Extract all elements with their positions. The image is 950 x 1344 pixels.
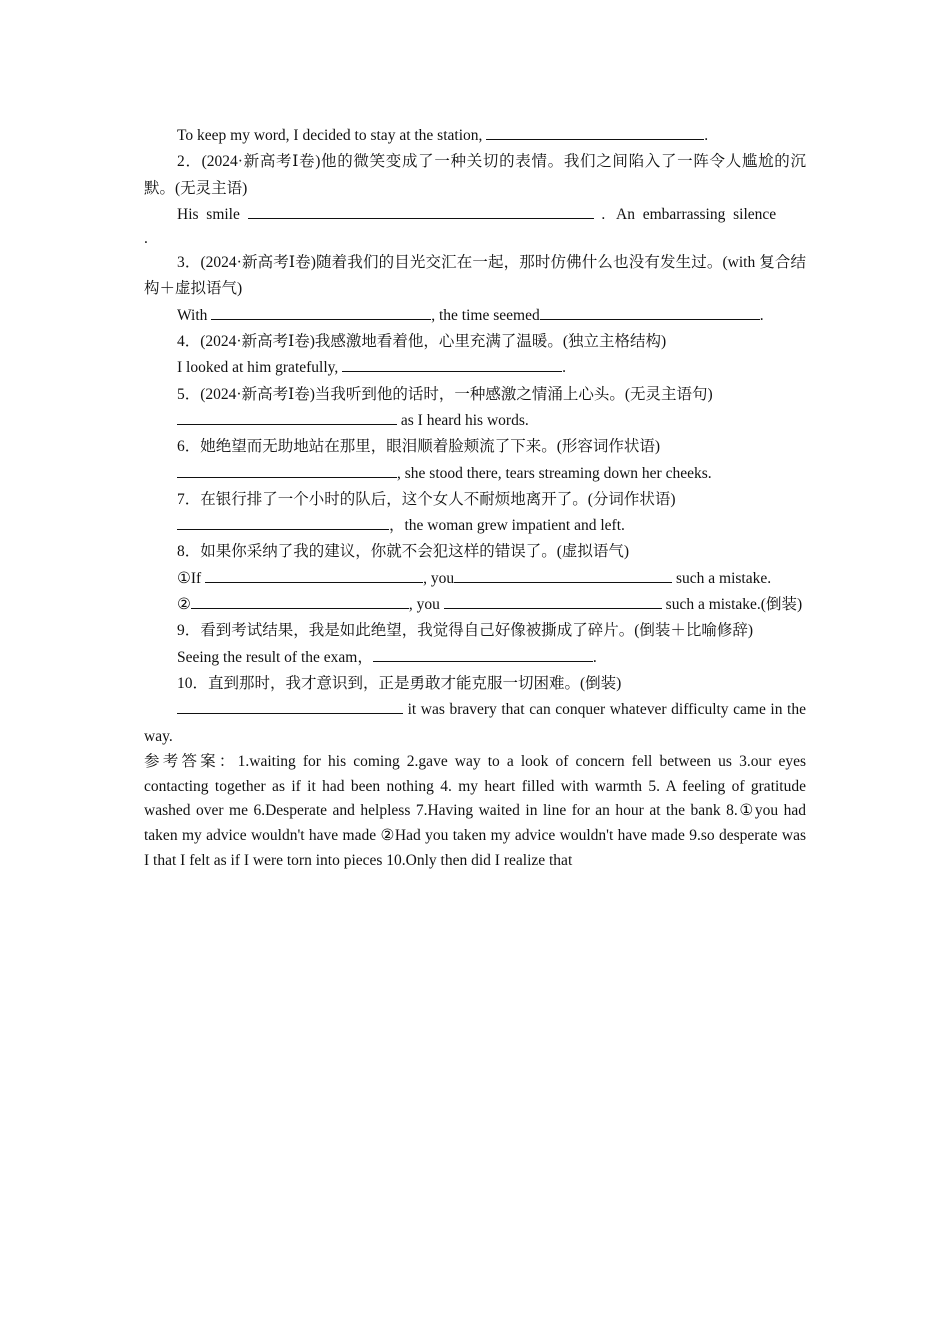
question-3: 3．(2024·新高考Ⅰ卷)随着我们的目光交汇在一起，那时仿佛什么也没有发生过。(with 复合结构＋虚拟语气): [144, 254, 806, 298]
q8-answer-line-2: [144, 592, 806, 618]
line-text: .: [562, 359, 567, 377]
answer-blank[interactable]: [486, 123, 704, 140]
line-text: . An embarrassing silence: [593, 205, 777, 223]
line-text: such a mistake.: [672, 569, 772, 587]
answer-blank[interactable]: [342, 355, 562, 372]
answer-blank[interactable]: [191, 592, 409, 609]
line-text: , you: [423, 569, 455, 587]
question-2: 2．(2024·新高考Ⅰ卷)他的微笑变成了一种关切的表情。我们之间陷入了一阵令人尴尬的沉默。(无灵主语): [144, 153, 806, 197]
q10-answer-line: [144, 697, 806, 750]
q2-answer-line: [144, 202, 806, 228]
answer-blank[interactable]: [177, 408, 397, 425]
answer-blank[interactable]: [373, 645, 593, 662]
line-text: , you: [408, 596, 444, 614]
answer-blank[interactable]: [444, 592, 662, 609]
question-10: 10．直到那时，我才意识到，正是勇敢才能克服一切困难。(倒装): [177, 674, 622, 692]
line-text: it was bravery that can conquer whatever difficulty came in the way.: [144, 701, 806, 745]
q9-answer-line: [144, 645, 806, 671]
line-text: , she stood there, tears streaming down her cheeks.: [397, 464, 712, 482]
question-5: 5．(2024·新高考Ⅰ卷)当我听到他的话时，一种感激之情涌上心头。(无灵主语句): [177, 385, 713, 403]
question-6: 6．她绝望而无助地站在那里，眼泪顺着脸颊流了下来。(形容词作状语): [177, 438, 661, 456]
line-text: .: [759, 306, 764, 324]
question-9: 9．看到考试结果，我是如此绝望，我觉得自己好像被撕成了碎片。(倒装＋比喻修辞): [177, 622, 754, 640]
line-text: To keep my word, I decided to stay at the station,: [177, 127, 487, 144]
answer-blank[interactable]: [177, 461, 397, 478]
line-text: Seeing the result of the exam，: [177, 648, 373, 666]
q7-answer-line: [144, 513, 806, 539]
line-text: such a mistake.(倒装): [661, 596, 803, 614]
q2-answer-end: .: [144, 230, 148, 248]
answer-blank[interactable]: [211, 303, 431, 320]
answer-blank[interactable]: [177, 697, 403, 714]
line-text: as I heard his words.: [397, 411, 529, 429]
q3-answer-line: [144, 303, 806, 329]
question-7: 7．在银行排了一个小时的队后，这个女人不耐烦地离开了。(分词作状语): [177, 490, 676, 508]
line-text: .: [592, 648, 597, 666]
line-text: With: [177, 306, 212, 324]
line-text: His smile: [177, 205, 248, 223]
answer-blank[interactable]: [177, 513, 389, 530]
q5-answer-line: [144, 408, 806, 434]
line-text: , the time seemed: [431, 306, 540, 324]
q1-answer-line: [144, 123, 806, 149]
q8-answer-line-1: [144, 566, 806, 592]
question-8: 8．如果你采纳了我的建议，你就不会犯这样的错误了。(虚拟语气): [177, 543, 630, 561]
q6-answer-line: [144, 461, 806, 487]
line-text: ②: [177, 596, 191, 614]
line-text: ①If: [177, 569, 206, 587]
line-text: ，the woman grew impatient and left.: [389, 517, 625, 535]
q4-answer-line: [144, 355, 806, 381]
answer-blank[interactable]: [205, 566, 423, 583]
answer-blank[interactable]: [454, 566, 672, 583]
line-text: .: [704, 127, 709, 144]
answer-blank[interactable]: [540, 303, 760, 320]
answer-key: 参考答案：1.waiting for his coming 2.gave way to a look of concern fell between us 3.our eyes contacting together as if it had been nothing 4. my heart filled with warmth 5. A feeling of gratitude washed over me 6.Desperate and helpless 7.Having waited in line for an hour at the bank 8.①you had taken my advice wouldn't have made ②Had you taken my advice wouldn't have made 9.so desperate was I that I felt as if I were torn into pieces 10.Only then did I realize that: [144, 752, 806, 870]
answer-blank[interactable]: [248, 202, 594, 219]
document-page: [144, 123, 806, 874]
question-4: 4．(2024·新高考Ⅰ卷)我感激地看着他，心里充满了温暖。(独立主格结构): [177, 333, 667, 351]
line-text: I looked at him gratefully,: [177, 359, 343, 377]
